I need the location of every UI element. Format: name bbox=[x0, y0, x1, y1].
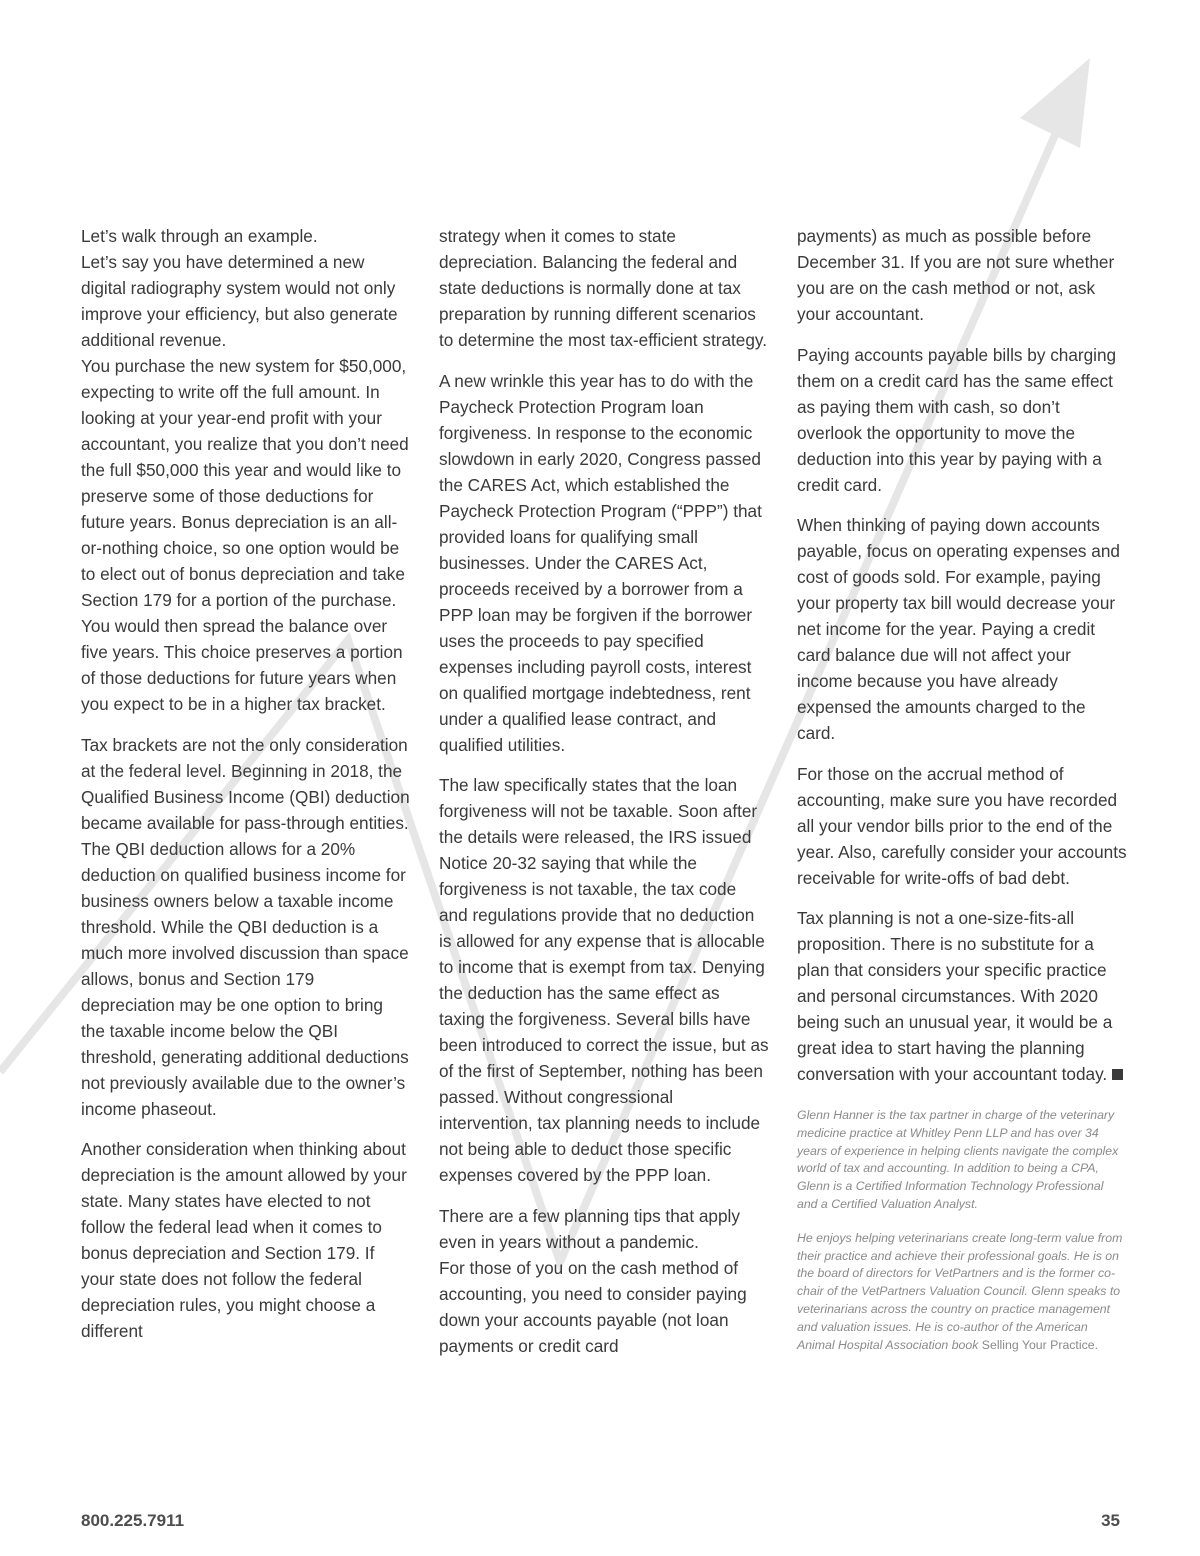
paragraph: payments) as much as possible before December 31. If you are not sure whether you are on the cash method or not, ask your accountant. bbox=[797, 226, 1115, 324]
paragraph: There are a few planning tips that apply even in years without a pandemic. For those of you on the cash method of accounting, you need to consider paying down your accounts payable (not loan payments or credit card bbox=[439, 1205, 747, 1356]
paragraph: strategy when it comes to state depreciation. Balancing the federal and state deductions is normally done at tax preparation by running different scenarios to determine the most tax-efficient strategy. bbox=[439, 226, 767, 350]
article-column-1 bbox=[81, 223, 411, 1359]
bio-paragraph-text: He enjoys helping veterinarians create long-term value from their practice and achieve their professional goals. He is on the board of directors for VetPartners and is the former co-chair of the VetPartners Valuation Council. Glenn speaks to veterinarians across the country on practice management and valuation issues. He is co-author of the American Animal Hospital Association book bbox=[797, 1230, 1123, 1352]
paragraph: When thinking of paying down accounts payable, focus on operating expenses and cost of goods sold. For example, paying your property tax bill would decrease your net income for the year. Paying a credit card balance due will not affect your income because you have already expensed the amounts charged to the card. bbox=[797, 515, 1120, 743]
paragraph: For those on the accrual method of accounting, make sure you have recorded all your vendor bills prior to the end of the year. Also, carefully consider your accounts receivable for write-offs of bad debt. bbox=[797, 763, 1127, 888]
article-column-2 bbox=[439, 223, 769, 1373]
paragraph: Another consideration when thinking about depreciation is the amount allowed by your state. Many states have elected to not follow the federal lead when it comes to bonus depreciation and Section 179. If your state does not follow the federal depreciation rules, you might choose a different bbox=[81, 1139, 407, 1341]
end-of-article-square-icon bbox=[1112, 1069, 1123, 1080]
page-number: 35 bbox=[1101, 1511, 1120, 1530]
paragraph: Paying accounts payable bills by charging them on a credit card has the same effect as paying them with cash, so don’t overlook the opportunity to move the deduction into this year by paying with a credit card. bbox=[797, 344, 1117, 495]
paragraph: The law specifically states that the loan forgiveness will not be taxable. Soon after the details were released, the IRS issued Notice 20-32 saying that while the forgiveness is not taxable, the tax code and regulations provide that no deduction is allowed for any expense that is allocable to income that is exempt from tax. Denying the deduction has the same effect as taxing the forgiveness. Several bills have been introduced to correct the issue, but as of the first of September, nothing has been passed. Without congressional intervention, tax planning needs to include not being able to deduct those specific expenses covered by the PPP loan. bbox=[439, 775, 769, 1185]
book-title: Selling Your Practice. bbox=[981, 1337, 1098, 1352]
paragraph: Let’s walk through an example. Let’s say you have determined a new digital radiography system would not only improve your efficiency, but also generate additional revenue. You purchase the new system for $50,000, expecting to write off the full amount. In looking at your year-end profit with your accountant, you realize that you don’t need the full $50,000 this year and would like to preserve some of those deductions for future years. Bonus depreciation is an all-or-nothing choice, so one option would be to elect out of bonus depreciation and take Section 179 for a portion of the purchase. You would then spread the balance over five years. This choice preserves a portion of those deductions for future years when you expect to be in a higher tax bracket. bbox=[81, 226, 409, 714]
article-column-3 bbox=[797, 223, 1127, 1370]
footer-phone-number: 800.225.7911 bbox=[81, 1511, 185, 1530]
bio-paragraph: Glenn Hanner is the tax partner in charge of the veterinary medicine practice at Whitley Penn LLP and has over 34 years of experience in helping clients navigate the complex world of tax and accounting. In addition to being a CPA, Glenn is a Certified Information Technology Professional and a Certified Valuation Analyst. bbox=[797, 1108, 1119, 1211]
paragraph: A new wrinkle this year has to do with the Paycheck Protection Program loan forgiveness. In response to the economic slowdown in early 2020, Congress passed the CARES Act, which established the Paycheck Protection Program (“PPP”) that provided loans for qualifying small businesses. Under the CARES Act, proceeds received by a borrower from a PPP loan may be forgiven if the borrower uses the proceeds to pay specified expenses including payroll costs, interest on qualified mortgage indebtedness, rent under a qualified lease contract, and qualified utilities. bbox=[439, 370, 762, 755]
author-bio bbox=[797, 1107, 1127, 1354]
paragraph: Tax brackets are not the only consideration at the federal level. Beginning in 2018, the Qualified Business Income (QBI) deduction became available for pass-through entities. The QBI deduction allows for a 20% deduction on qualified business income for business owners below a taxable income threshold. While the QBI deduction is a much more involved discussion than space allows, bonus and Section 179 depreciation may be one option to bring the taxable income below the QBI threshold, generating additional deductions not previously available due to the owner’s income phaseout. bbox=[81, 734, 410, 1119]
paragraph-text: Tax planning is not a one-size-fits-all proposition. There is no substitute for a plan that considers your specific practice and personal circumstances. With 2020 being such an unusual year, it would be a great idea to start having the planning conversation with your accountant today. bbox=[797, 908, 1113, 1084]
closing-paragraph bbox=[797, 905, 1127, 1087]
bio-paragraph bbox=[797, 1230, 1127, 1355]
